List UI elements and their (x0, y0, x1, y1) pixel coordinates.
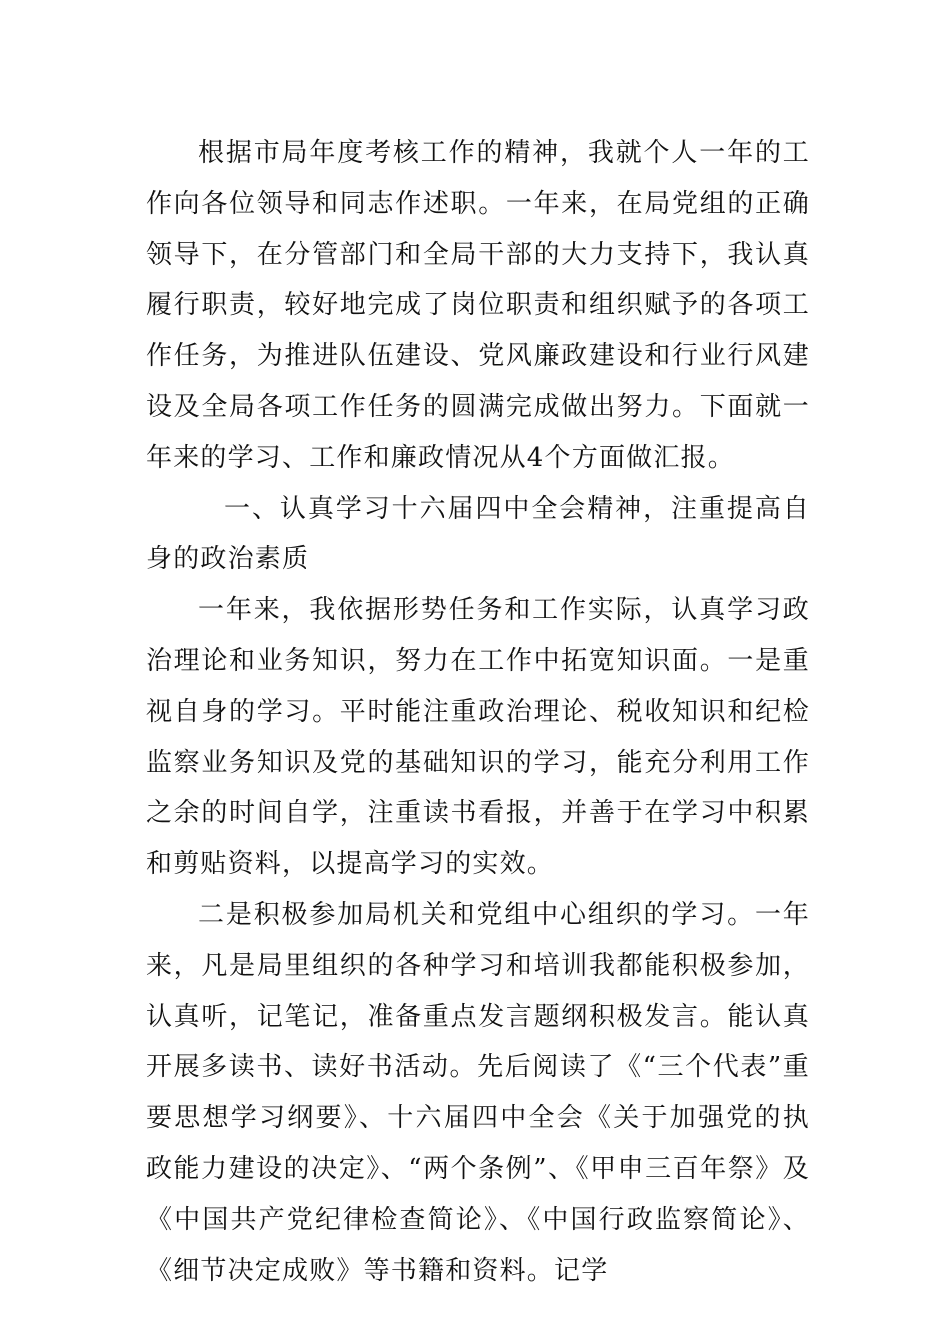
document-body (146, 128, 810, 1296)
section-heading: 一、认真学习十六届四中全会精神，注重提高自身的政治素质 (146, 493, 810, 575)
paragraph-study-group: 二是积极参加局机关和党组中心组织的学习。一年来，凡是局里组织的各种学习和培训我都能积极参加，认真听，记笔记，准备重点发言题纲积极发言。能认真开展多读书、读好书活动。先后阅读了《“三个代表”重要思想学习纲要》、十六届四中全会《关于加强党的执政能力建设的决定》、“两个条例”、《甲申三百年祭》及《中国共产党纪律检查简论》、《中国行政监察简论》、《细节决定成败》等书籍和资料。记学 (146, 899, 810, 1286)
paragraph-intro: 根据市局年度考核工作的精神，我就个人一年的工作向各位领导和同志作述职。一年来，在局党组的正确领导下，在分管部门和全局干部的大力支持下，我认真履行职责，较好地完成了岗位职责和组织赋予的各项工作任务，为推进队伍建设、党风廉政建设和行业行风建设及全局各项工作任务的圆满完成做出努力。下面就一年来的学习、工作和廉政情况从4个方面做汇报。 (146, 138, 810, 473)
paragraph-study-self: 一年来，我依据形势任务和工作实际，认真学习政治理论和业务知识，努力在工作中拓宽知识面。一是重视自身的学习。平时能注重政治理论、税收知识和纪检监察业务知识及党的基础知识的学习，能充分利用工作之余的时间自学，注重读书看报，并善于在学习中积累和剪贴资料，以提高学习的实效。 (146, 595, 810, 880)
